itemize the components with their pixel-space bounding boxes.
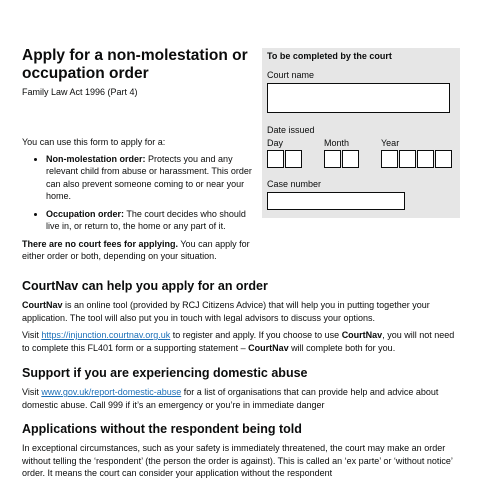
order-term: Non-molestation order: (46, 153, 146, 164)
court-name-label: Court name (267, 70, 315, 80)
section-heading: CourtNav can help you apply for an order (22, 279, 268, 293)
without-notice-section (22, 422, 458, 485)
courtnav-visit-paragraph (22, 329, 458, 354)
court-box-heading: To be completed by the court (267, 51, 392, 61)
day-group (267, 138, 324, 168)
section-heading: Support if you are experiencing domestic abuse (22, 366, 308, 380)
month-group (324, 138, 381, 168)
intro-section (22, 136, 252, 263)
text-span: Visit (22, 330, 42, 340)
courtnav-name: CourtNav (341, 330, 383, 340)
date-issued-row (267, 138, 455, 168)
year-digit-box[interactable] (399, 150, 416, 168)
court-use-box (262, 48, 460, 218)
month-digit-box[interactable] (324, 150, 341, 168)
intro-lead: You can use this form to apply for a: (22, 137, 166, 147)
text-span: will complete both for you. (288, 342, 396, 353)
month-label: Month (324, 138, 350, 148)
section-heading: Applications without the respondent being told (22, 422, 302, 436)
year-group (381, 138, 453, 168)
fees-bold: There are no court fees for applying. (22, 238, 179, 249)
order-desc: Protects you and any relevant child from abuse or harassment. This order can also prevent someone coming to or near your home. (46, 153, 252, 201)
text-span: to register and apply. If you choose to use (170, 330, 342, 340)
order-types-list (22, 153, 252, 233)
day-digit-box[interactable] (285, 150, 302, 168)
fees-paragraph (22, 238, 252, 263)
date-issued-label: Date issued (267, 125, 315, 135)
year-digit-box[interactable] (417, 150, 434, 168)
day-label: Day (267, 138, 284, 148)
support-section (22, 366, 458, 416)
support-paragraph (22, 386, 458, 411)
order-term: Occupation order: (46, 208, 125, 219)
courtnav-link[interactable]: https://injunction.courtnav.org.uk (41, 330, 171, 340)
text-span: , you will not need to complete this FL401 form or a supporting statement – (22, 330, 455, 353)
year-digits (381, 150, 453, 168)
courtnav-name: CourtNav (248, 342, 289, 353)
day-digits (267, 150, 324, 168)
text-span: Visit (22, 387, 42, 397)
courtnav-paragraph (22, 299, 458, 324)
year-digit-box[interactable] (381, 150, 398, 168)
courtnav-name: CourtNav (22, 300, 63, 310)
without-notice-paragraph: In exceptional circumstances, such as your safety is immediately threatened, the court may make an order without telling the ‘respondent’ (the person the order is against). This is called an ‘ex parte’ or ‘without notice’ order. It means the court can consider your application without the respondent (22, 443, 453, 478)
domestic-abuse-link[interactable]: www.gov.uk/report-domestic-abuse (41, 387, 182, 397)
month-digit-box[interactable] (342, 150, 359, 168)
case-number-label: Case number (267, 179, 322, 189)
year-digit-box[interactable] (435, 150, 452, 168)
list-item (46, 208, 252, 233)
page-subtitle: Family Law Act 1996 (Part 4) (22, 87, 138, 97)
case-number-field[interactable] (267, 192, 405, 210)
page-title: Apply for a non-molestation or occupation order (22, 47, 248, 82)
order-desc: The court decides who should live in, or return to, the home or any part of it. (46, 208, 246, 231)
month-digits (324, 150, 381, 168)
courtnav-desc: is an online tool (provided by RCJ Citizens Advice) that will help you in putting together your application. The tool will also put you in touch with legal advisors to discuss your options. (22, 300, 430, 323)
fees-rest: You can apply for either order or both, depending on your situation. (22, 238, 250, 261)
text-span: for a list of organisations that can provide help and advice about domestic abuse. Call 999 if it’s an emergency or you’re in immediate danger (22, 387, 439, 410)
court-name-field[interactable] (267, 83, 450, 113)
year-label: Year (381, 138, 400, 148)
courtnav-section (22, 279, 458, 359)
day-digit-box[interactable] (267, 150, 284, 168)
list-item (46, 153, 252, 203)
